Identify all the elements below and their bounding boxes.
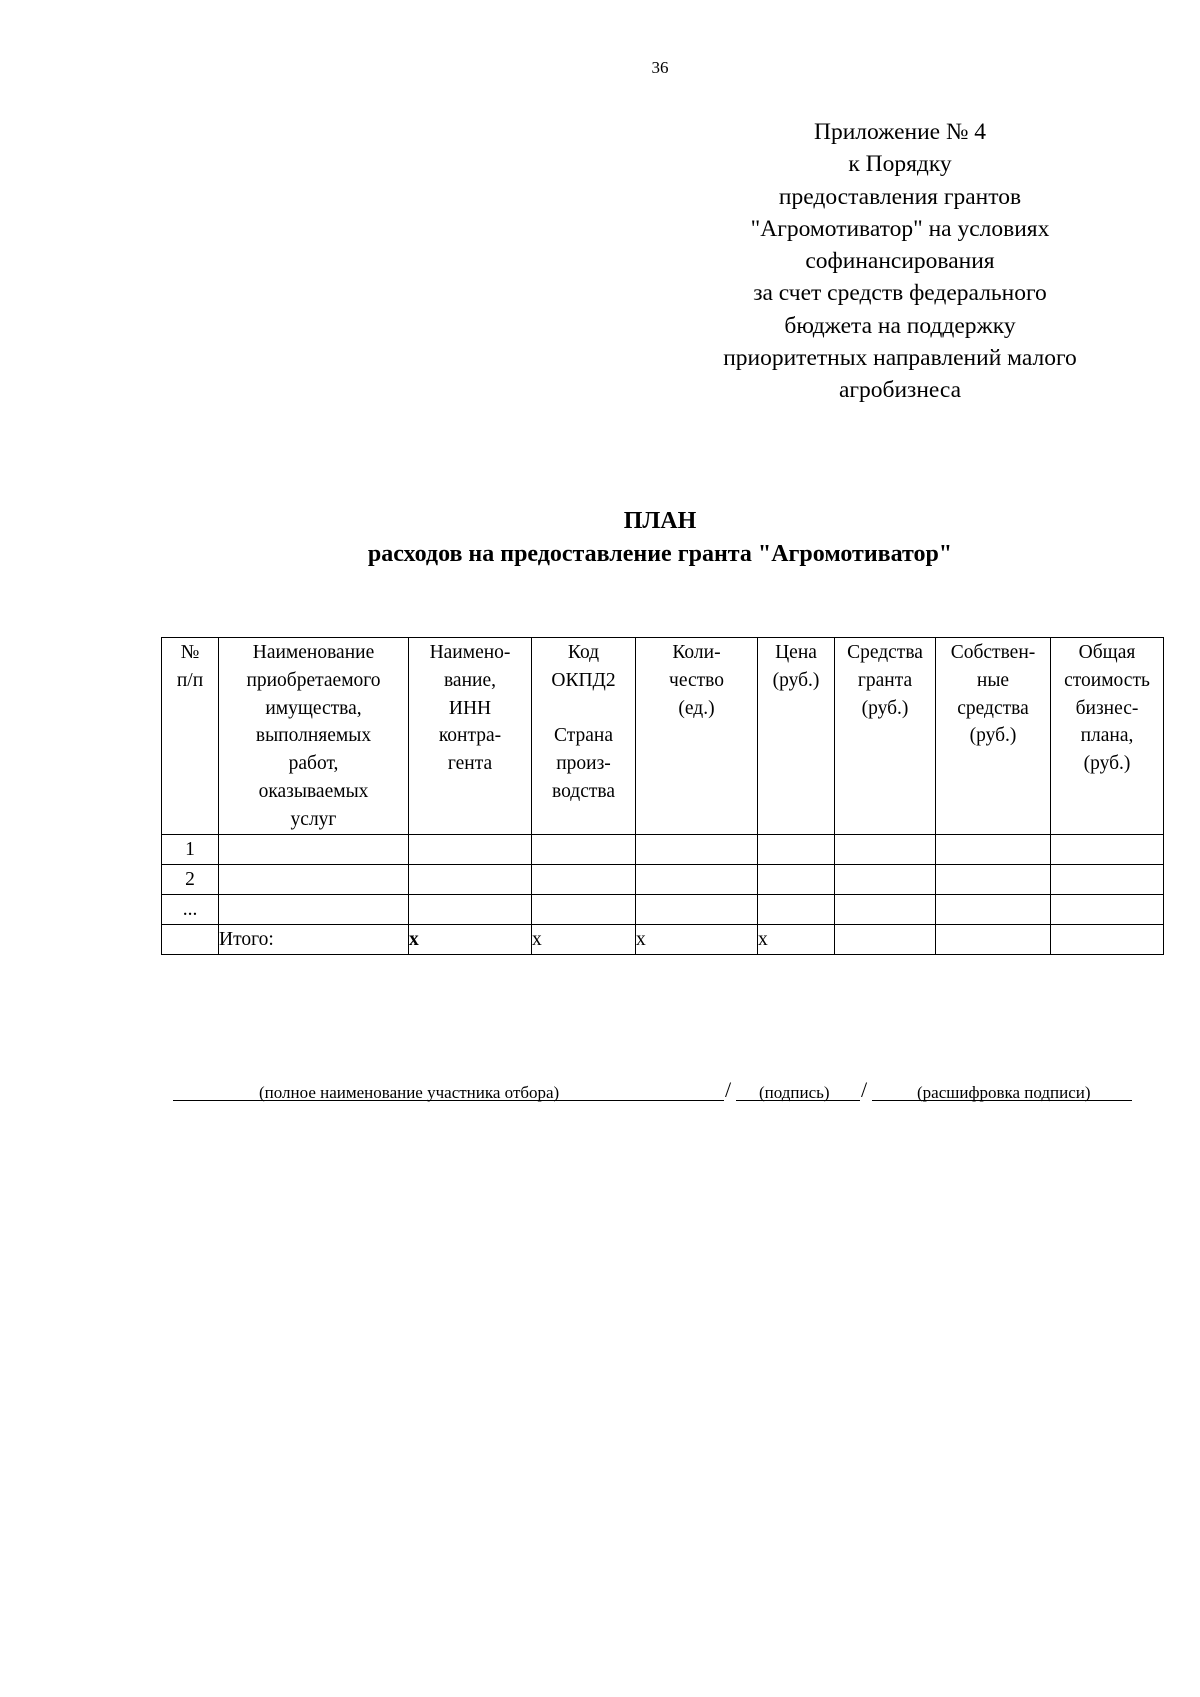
title-subtitle: расходов на предоставление гранта "Агромотиватор" bbox=[367, 541, 953, 567]
header-price: Цена (руб.) bbox=[758, 638, 835, 835]
table-cell bbox=[409, 894, 532, 924]
header-quantity: Коли- чество (ед.) bbox=[636, 638, 758, 835]
appendix-line: приоритетных направлений малого bbox=[723, 345, 1077, 372]
table-cell bbox=[936, 894, 1051, 924]
expense-plan-table bbox=[161, 637, 1164, 955]
table-cell bbox=[636, 834, 758, 864]
header-item-name: Наименование приобретаемого имущества, выполняемых работ, оказываемых услуг bbox=[219, 638, 409, 835]
table-row bbox=[162, 864, 1164, 894]
title-plan: ПЛАН bbox=[623, 508, 697, 534]
total-x-mark: x bbox=[532, 924, 636, 954]
table-cell bbox=[936, 924, 1051, 954]
header-total-cost: Общая стоимость бизнес- плана, (руб.) bbox=[1051, 638, 1164, 835]
appendix-line: к Порядку bbox=[848, 151, 952, 178]
total-row bbox=[162, 924, 1164, 954]
header-contractor: Наимено- вание, ИНН контра- гента bbox=[409, 638, 532, 835]
table-cell bbox=[162, 924, 219, 954]
caption-signature: (подпись) bbox=[759, 1083, 830, 1102]
table-cell bbox=[219, 834, 409, 864]
table-cell bbox=[1051, 864, 1164, 894]
appendix-block bbox=[680, 116, 1120, 407]
header-grant-funds: Средства гранта (руб.) bbox=[835, 638, 936, 835]
table-cell bbox=[758, 894, 835, 924]
total-label: Итого: bbox=[219, 924, 409, 954]
appendix-line: бюджета на поддержку bbox=[784, 312, 1016, 339]
appendix-line: "Агромотиватор" на условиях bbox=[750, 215, 1050, 242]
table-row bbox=[162, 834, 1164, 864]
table-header-row bbox=[162, 638, 1164, 835]
table-cell bbox=[409, 864, 532, 894]
table-cell bbox=[758, 834, 835, 864]
header-okpd-country: Код ОКПД2 Страна произ- водства bbox=[532, 638, 636, 835]
appendix-line: за счет средств федерального bbox=[753, 280, 1047, 307]
header-number: № п/п bbox=[162, 638, 219, 835]
table-cell bbox=[936, 864, 1051, 894]
table-cell bbox=[758, 864, 835, 894]
table-cell bbox=[936, 834, 1051, 864]
table-cell bbox=[636, 894, 758, 924]
table-cell bbox=[532, 894, 636, 924]
table-cell bbox=[1051, 894, 1164, 924]
total-x-mark: x bbox=[409, 924, 532, 954]
appendix-line: Приложение № 4 bbox=[813, 119, 987, 145]
total-x-mark: x bbox=[636, 924, 758, 954]
document-title bbox=[0, 505, 1200, 571]
table-cell bbox=[636, 864, 758, 894]
header-own-funds: Собствен- ные средства (руб.) bbox=[936, 638, 1051, 835]
table-cell bbox=[835, 924, 936, 954]
table-cell bbox=[409, 834, 532, 864]
row-number: 2 bbox=[162, 864, 219, 894]
appendix-line: софинансирования bbox=[805, 248, 995, 275]
page-number: 36 bbox=[651, 58, 669, 77]
signature-separator: / bbox=[725, 1077, 732, 1102]
caption-signature-decode: (расшифровка подписи) bbox=[917, 1083, 1091, 1102]
row-number: ... bbox=[162, 894, 219, 924]
table-cell bbox=[835, 864, 936, 894]
table-cell bbox=[835, 834, 936, 864]
table-cell bbox=[219, 894, 409, 924]
table-cell bbox=[835, 894, 936, 924]
total-x-mark: x bbox=[758, 924, 835, 954]
table-cell bbox=[532, 834, 636, 864]
appendix-line: агробизнеса bbox=[838, 377, 962, 404]
table-cell bbox=[1051, 834, 1164, 864]
appendix-line: предоставления грантов bbox=[778, 183, 1022, 210]
table-cell bbox=[532, 864, 636, 894]
table-row bbox=[162, 894, 1164, 924]
caption-participant-name: (полное наименование участника отбора) bbox=[259, 1083, 560, 1102]
row-number: 1 bbox=[162, 834, 219, 864]
table-cell bbox=[219, 864, 409, 894]
table-cell bbox=[1051, 924, 1164, 954]
signature-separator: / bbox=[861, 1077, 868, 1102]
